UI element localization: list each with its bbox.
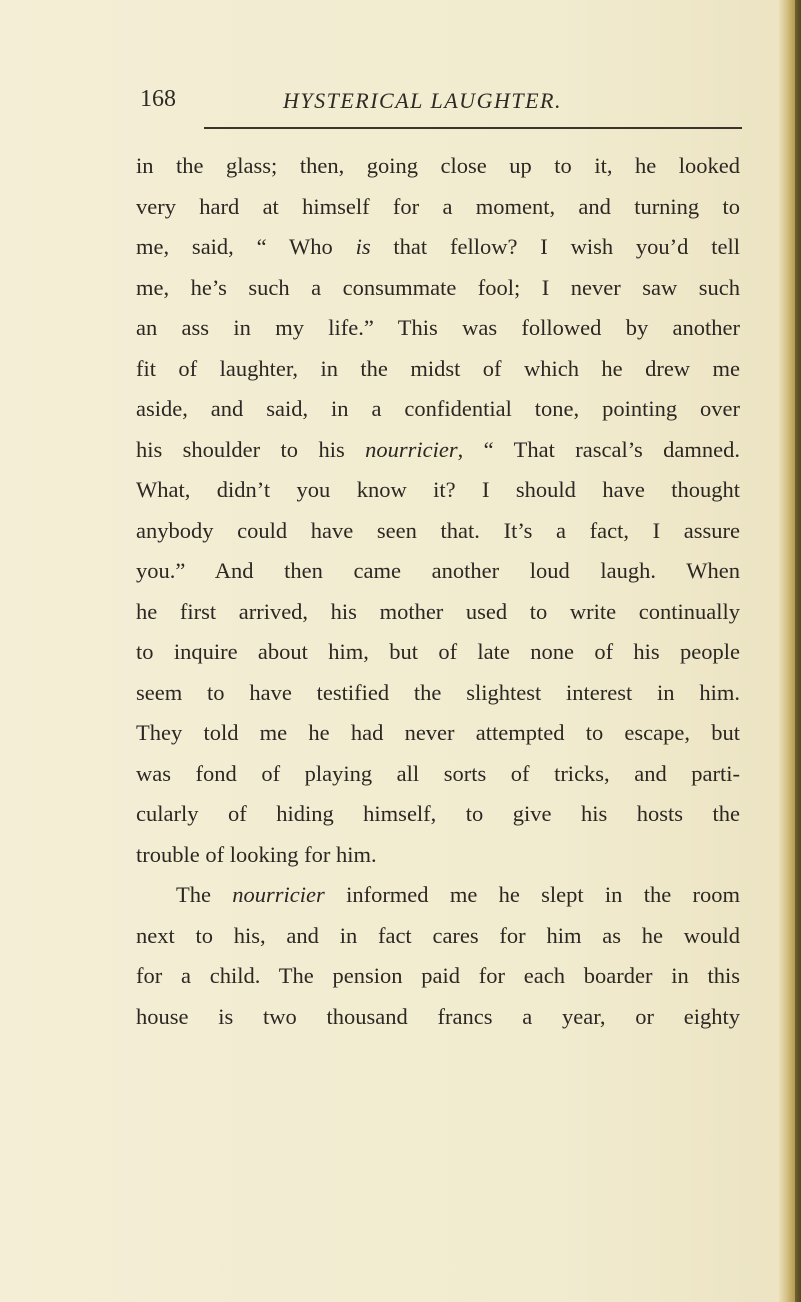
text-line: cularly of hiding himself, to give his hosts the (136, 801, 740, 826)
text-line: an ass in my life.” This was followed by another (136, 315, 740, 340)
page-edge (779, 0, 801, 1302)
italic-word: nourricier (232, 882, 325, 907)
text-line: he first arrived, his mother used to write continually (136, 598, 740, 624)
text-line: in the glass; then, going close up to it, he looked (136, 153, 740, 178)
text-line: me, said, “ Who is that fellow? I wish you’d tell (136, 234, 740, 259)
text-line: aside, and said, in a confidential tone, pointing over (136, 396, 740, 421)
text-line: for a child. The pension paid for each boarder in this (136, 963, 740, 988)
page-number: 168 (140, 86, 176, 112)
text-line: house is two thousand francs a year, or eighty (136, 1003, 740, 1029)
italic-word: nourricier (365, 436, 458, 462)
running-head: HYSTERICAL LAUGHTER. (283, 88, 562, 113)
text-line: seem to have testified the slightest interest in him. (136, 679, 740, 705)
body-text (136, 146, 740, 1037)
text-line: anybody could have seen that. It’s a fact, I assure (136, 517, 740, 543)
text-line: fit of laughter, in the midst of which he drew me (136, 355, 740, 381)
header-rule (204, 127, 742, 129)
text-line: The nourricier informed me he slept in the room (176, 882, 740, 907)
text-line: What, didn’t you know it? I should have thought (136, 477, 740, 502)
text-line: was fond of playing all sorts of tricks, and parti- (136, 760, 740, 786)
text-line: trouble of looking for him. (136, 841, 377, 867)
text-line: his shoulder to his nourricier, “ That rascal’s damned. (136, 436, 740, 462)
text-line: to inquire about him, but of late none of his people (136, 639, 740, 664)
text-line: next to his, and in fact cares for him as he would (136, 922, 740, 948)
text-line: very hard at himself for a moment, and turning to (136, 193, 740, 219)
page-header (0, 86, 801, 116)
text-line: you.” And then came another loud laugh. When (136, 558, 740, 583)
text-line: me, he’s such a consummate fool; I never saw such (136, 274, 740, 300)
text-line: They told me he had never attempted to escape, but (136, 720, 740, 745)
italic-word: is (355, 234, 371, 259)
